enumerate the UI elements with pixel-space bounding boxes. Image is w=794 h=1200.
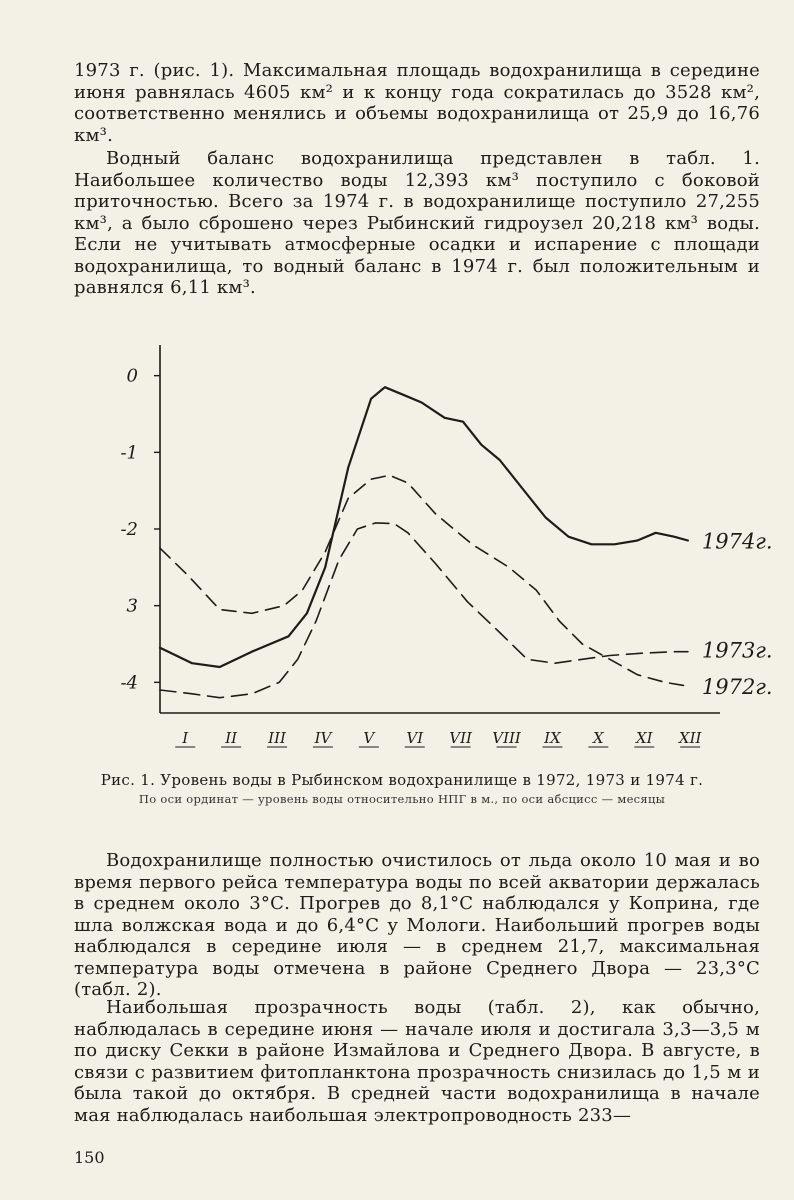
chart-axes bbox=[160, 345, 720, 713]
x-tick-label: II bbox=[225, 729, 238, 747]
x-tick-label: I bbox=[182, 729, 189, 747]
series-line-1973г. bbox=[160, 475, 688, 686]
x-tick-label: VII bbox=[449, 729, 472, 747]
water-level-chart bbox=[110, 330, 773, 760]
series-line-1974г. bbox=[160, 387, 688, 667]
x-tick-label: VIII bbox=[492, 729, 521, 747]
y-tick-label: 0 bbox=[126, 365, 138, 387]
y-tick-label: -4 bbox=[120, 672, 138, 694]
x-tick-label: V bbox=[363, 729, 375, 747]
x-tick-label: IX bbox=[544, 729, 561, 747]
y-tick-label: -1 bbox=[120, 442, 138, 464]
x-tick-label: X bbox=[593, 729, 604, 747]
x-tick-label: IV bbox=[314, 729, 332, 747]
y-tick-label: -2 bbox=[120, 519, 138, 540]
figure-caption-note: По оси ординат — уровень воды относительно НПГ в м., по оси абсцисс — месяцы bbox=[138, 792, 666, 806]
x-tick-label: XII bbox=[678, 729, 702, 747]
paragraph-4: Наибольшая прозрачность воды (табл. 2), как обычно, наблюдалась в середине июня — начале июля и достигала 3,3—3,5 м по диску Секки в районе Измайлова и Среднего Двора. В августе, в связи с развитием фитопланктона прозрачность снизилась до 1,5 м и была такой до октября. В средней части водохранилища в начале мая наблюдалась наибольшая электропроводность 233— bbox=[74, 997, 760, 1126]
paragraph-1: 1973 г. (рис. 1). Максимальная площадь водохранилища в середине июня равнялась 4605 км² и к концу года сократилась до 3528 км², соответственно менялись и объемы водохранилища от 25,9 до 16,76 км³. bbox=[74, 60, 760, 146]
x-tick-label: XI bbox=[635, 729, 653, 747]
paragraph-3: Водохранилище полностью очистилось от льда около 10 мая и во время первого рейса температура воды по всей акватории держалась в среднем около 3°С. Прогрев до 8,1°С наблюдался у Коприна, где шла волжская вода и до 6,4°С у Мологи. Наибольший прогрев воды наблюдался в середине июля — в среднем 21,7, максимальная температура воды отмечена в районе Среднего Двора — 23,3°С (табл. 2). bbox=[74, 850, 760, 1000]
paragraph-2: Водный баланс водохранилища представлен в табл. 1. Наибольшее количество воды 12,393 км³ поступило с боковой приточностью. Всего за 1974 г. в водохранилище поступило 27,255 км³, а было сброшено через Рыбинский гидроузел 20,218 км³ воды. Если не учитывать атмосферные осадки и испарение с площади водохранилища, то водный баланс в 1974 г. был положительным и равнялся 6,11 км³. bbox=[74, 148, 760, 298]
series-label-1974г.: 1974г. bbox=[701, 529, 773, 554]
y-tick-label: 3 bbox=[126, 595, 138, 617]
series-label-1973г.: 1973г. bbox=[701, 638, 773, 663]
x-tick-label: VI bbox=[406, 729, 424, 747]
chart-series bbox=[160, 387, 688, 698]
series-line-1972г. bbox=[160, 523, 688, 698]
figure-caption: Рис. 1. Уровень воды в Рыбинском водохранилище в 1972, 1973 и 1974 г. bbox=[100, 771, 704, 789]
page-number: 150 bbox=[74, 1148, 105, 1167]
x-tick-label: III bbox=[268, 729, 286, 747]
chart-ticks bbox=[120, 366, 702, 747]
series-label-1972г.: 1972г. bbox=[701, 675, 773, 700]
chart-labels bbox=[702, 530, 773, 700]
